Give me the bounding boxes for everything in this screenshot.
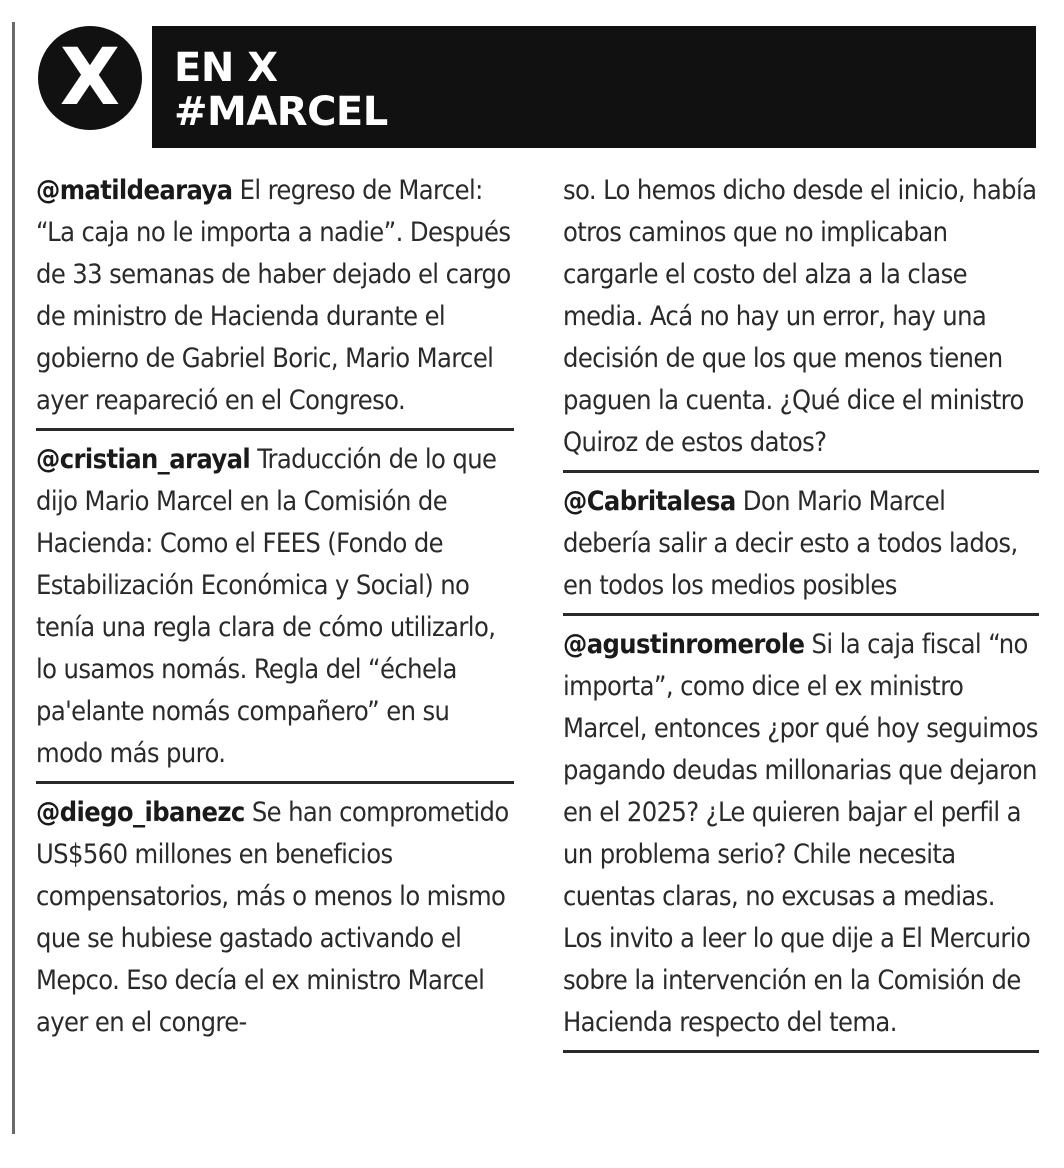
post-text: so. Lo hemos dicho desde el inicio, había otros caminos que no implicaban cargarle el costo del alza a la clase media. Acá no hay un error, hay una decisión de que los que menos tienen paguen la cuenta. ¿Qué dice el ministro Quiroz de estos datos?: [563, 175, 1037, 458]
left-column: [36, 170, 514, 1050]
post-cristian-arayal: [36, 439, 514, 784]
header-title-line1: EN X: [174, 45, 278, 91]
post-cabritalesa: [563, 481, 1039, 616]
post-handle: @matildearaya: [36, 175, 233, 206]
post-text: Don Mario Marcel debería salir a decir esto a todos lados, en todos los medios posibles: [563, 486, 1018, 601]
section-header: [152, 26, 1036, 148]
post-handle: @cristian_arayal: [36, 444, 251, 475]
column-rule: [12, 22, 15, 1134]
post-text: El regreso de Marcel: “La caja no le importa a nadie”. Después de 33 semanas de haber dejado el cargo de ministro de Hacienda durante el gobierno de Gabriel Boric, Mario Marcel ayer reapareció en el Congreso.: [36, 175, 511, 416]
post-handle: @agustinromerole: [563, 629, 805, 660]
post-diego-ibanezc: [36, 792, 514, 1050]
post-text: Si la caja fiscal “no importa”, como dice el ex ministro Marcel, entonces ¿por qué hoy seguimos pagando deudas millonarias que dejaron en el 2025? ¿Le quieren bajar el perfil a un problema serio? Chile necesita cuentas claras, no excusas a medias. Los invito a leer lo que dije a El Mercurio sobre la intervención en la Comisión de Hacienda respecto del tema.: [563, 629, 1038, 1038]
post-text: Traducción de lo que dijo Mario Marcel en la Comisión de Hacienda: Como el FEES (Fondo de Estabilización Económica y Social) no tenía una regla clara de cómo utilizarlo, lo usamos nomás. Regla del “échela pa'elante nomás compañero” en su modo más puro.: [36, 444, 497, 769]
post-handle: @Cabritalesa: [563, 486, 736, 517]
right-column: [563, 170, 1039, 1061]
x-logo-icon: X: [38, 26, 142, 130]
post-text: Se han comprometido US$560 millones en beneficios compensatorios, más o menos lo mismo que se hubiese gastado activando el Mepco. Eso decía el ex ministro Marcel ayer en el congre-: [36, 797, 509, 1038]
post-matildearaya: [36, 170, 514, 431]
post-handle: @diego_ibanezc: [36, 797, 245, 828]
post-diego-ibanezc-continued: [563, 170, 1039, 473]
post-agustinromerole: [563, 624, 1039, 1053]
header-hashtag: #MARCEL: [174, 89, 388, 135]
